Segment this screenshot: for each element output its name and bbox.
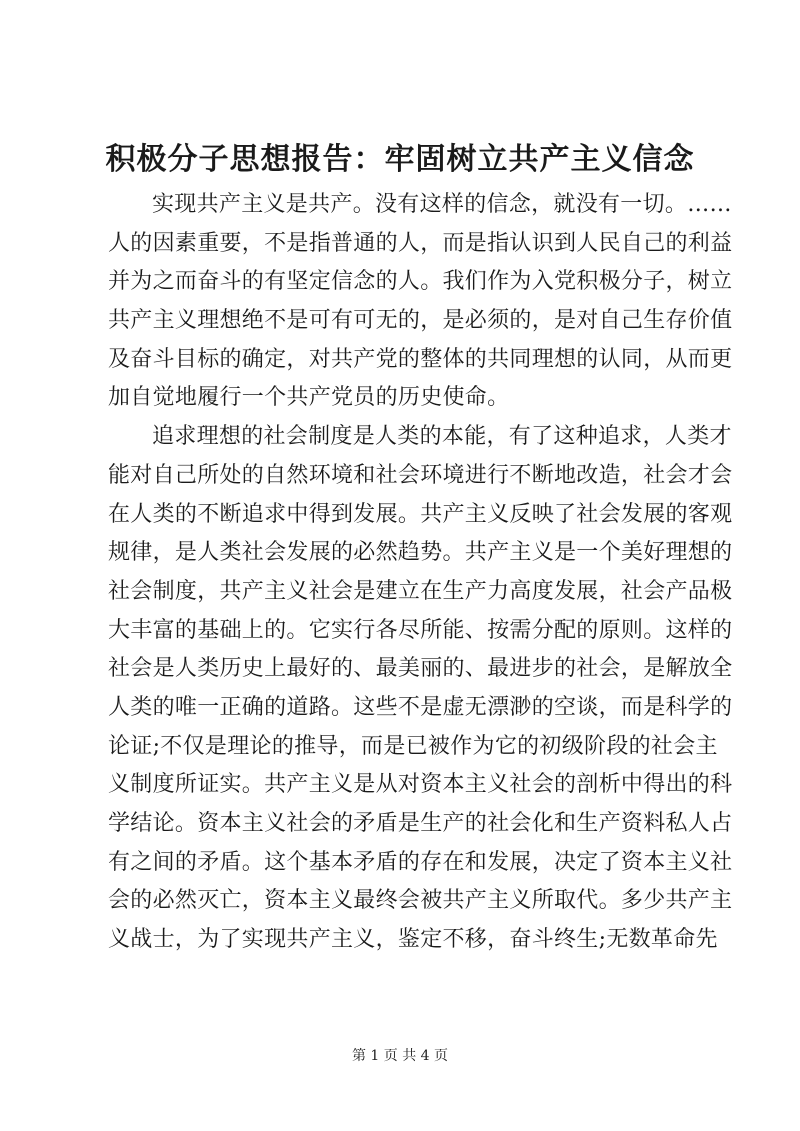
paragraph-1-line-5: 及奋斗目标的确定，对共产党的整体的共同理想的认同，从而更: [108, 346, 733, 372]
paragraph-2-line-4: 规律，是人类社会发展的必然趋势。共产主义是一个美好理想的: [108, 540, 733, 566]
paragraph-2-line-3: 在人类的不断追求中得到发展。共产主义反映了社会发展的客观: [108, 501, 733, 527]
paragraph-2-line-6: 大丰富的基础上的。它实行各尽所能、按需分配的原则。这样的: [108, 617, 733, 643]
paragraph-2-line-13: 会的必然灭亡，资本主义最终会被共产主义所取代。多少共产主: [108, 888, 733, 914]
paragraph-2-line-11: 学结论。资本主义社会的矛盾是生产的社会化和生产资料私人占: [108, 811, 733, 836]
paragraph-2-line-12: 有之间的矛盾。这个基本矛盾的存在和发展，决定了资本主义社: [108, 849, 733, 875]
page-number-footer: 第 1 页 共 4 页: [351, 1048, 449, 1064]
paragraph-1-line-3: 并为之而奋斗的有坚定信念的人。我们作为入党积极分子，树立: [108, 269, 733, 295]
paragraph-2-line-9: 论证;不仅是理论的推导，而是已被作为它的初级阶段的社会主: [108, 733, 718, 759]
document-body: [108, 186, 733, 960]
paragraph-2-line-10: 义制度所证实。共产主义是从对资本主义社会的剖析中得出的科: [108, 772, 733, 798]
paragraph-1-line-2: 人的因素重要，不是指普通的人，而是指认识到人民自己的利益: [108, 230, 733, 256]
paragraph-2-line-5: 社会制度，共产主义社会是建立在生产力高度发展，社会产品极: [108, 578, 733, 604]
paragraph-1-line-4: 共产主义理想绝不是可有可无的，是必须的，是对自己生存价值: [108, 308, 733, 334]
paragraph-2-line-2: 能对自己所处的自然环境和社会环境进行不断地改造，社会才会: [108, 462, 733, 488]
document-title: 积极分子思想报告：牢固树立共产主义信念: [105, 142, 695, 177]
paragraph-1-line-6: 加自觉地履行一个共产党员的历史使命。: [108, 385, 510, 411]
paragraph-2-line-8: 人类的唯一正确的道路。这些不是虚无漂渺的空谈，而是科学的: [108, 694, 733, 720]
paragraph-2-line-14: 义战士，为了实现共产主义，鉴定不移，奋斗终生;无数革命先: [108, 927, 718, 953]
paragraph-2-line-1: 追求理想的社会制度是人类的本能，有了这种追求，人类才: [152, 424, 732, 450]
paragraph-2-line-7: 社会是人类历史上最好的、最美丽的、最进步的社会，是解放全: [108, 656, 733, 682]
paragraph-1-line-1: 实现共产主义是共产。没有这样的信念，就没有一切。……: [152, 192, 732, 217]
